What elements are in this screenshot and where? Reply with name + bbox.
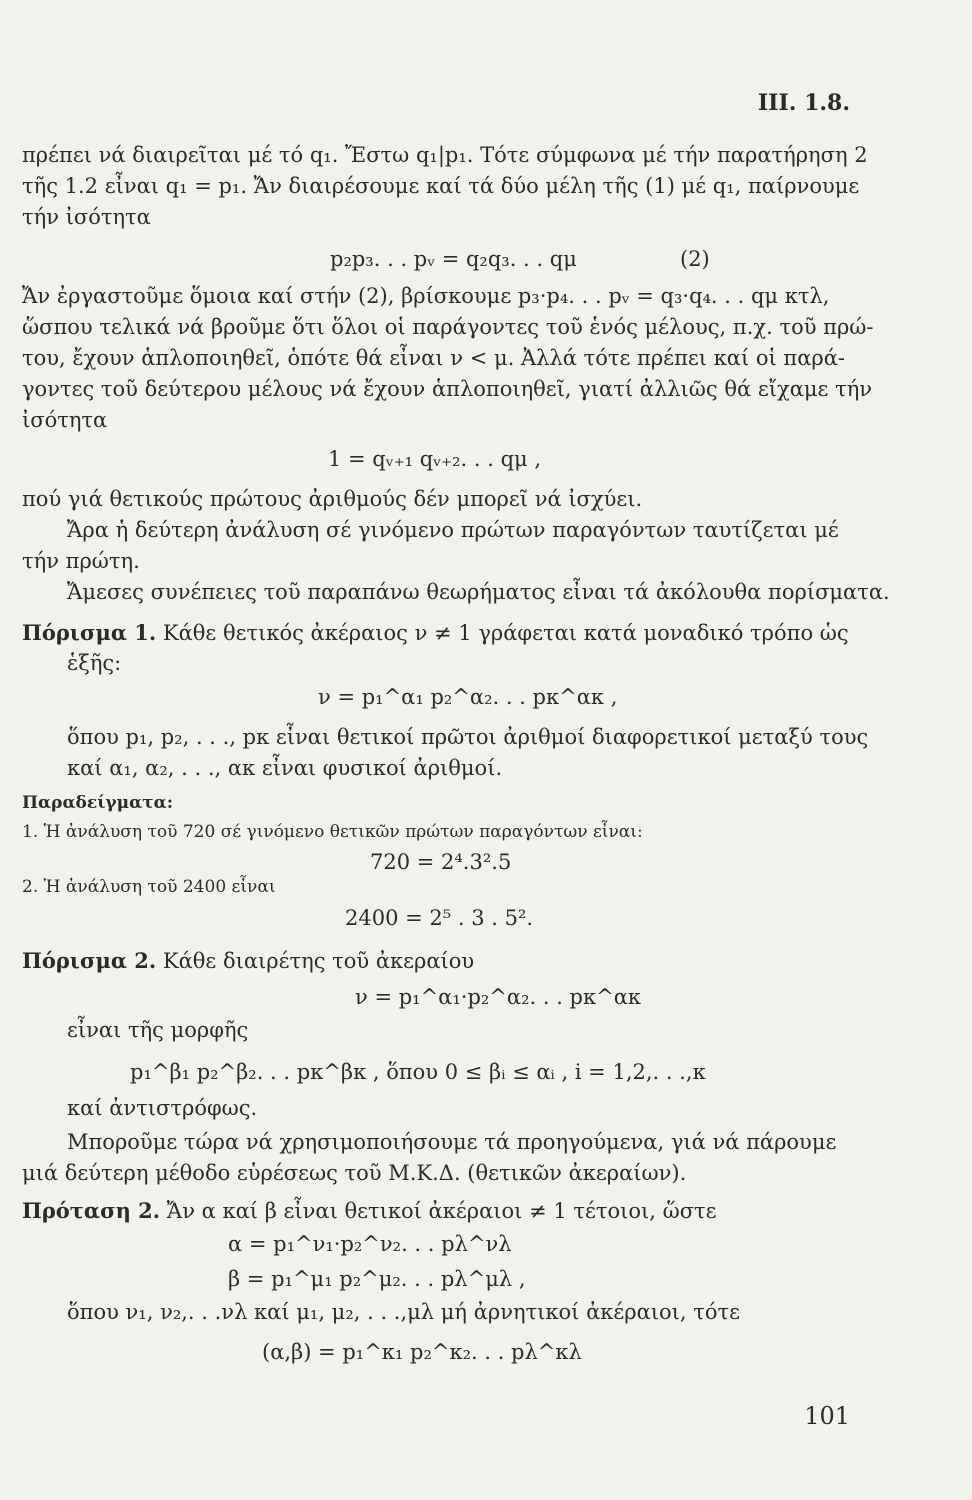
equation-alpha: α = p₁^ν₁·p₂^ν₂. . . pλ^νλ <box>228 1232 512 1256</box>
example-1: 1. Ἡ ἀνάλυση τοῦ 720 σέ γινόμενο θετικῶν πρώτων παραγόντων εἶναι: <box>22 822 643 842</box>
text-line: Ἄρα ἡ δεύτερη ἀνάλυση σέ γινόμενο πρώτων παραγόντων ταυτίζεται μέ <box>67 518 839 542</box>
page-number: 101 <box>804 1402 850 1430</box>
corollary-1-title: Πόρισμα 1. <box>22 620 157 645</box>
text-line: καί ἀντιστρόφως. <box>67 1096 258 1120</box>
text-line: μιά δεύτερη μέθοδο εὑρέσεως τοῦ Μ.Κ.Δ. (θετικῶν ἀκεραίων). <box>22 1161 687 1185</box>
equation-nu: ν = p₁^α₁ p₂^α₂. . . pκ^ακ , <box>318 685 618 709</box>
corollary-2 <box>22 948 474 974</box>
text-line: ὅπου p₁, p₂, . . ., pκ εἶναι θετικοί πρῶτοι ἀριθμοί διαφορετικοί μεταξύ τους <box>67 725 869 749</box>
text-line: καί α₁, α₂, . . ., ακ εἶναι φυσικοί ἀριθμοί. <box>67 756 503 780</box>
proposition-2-title: Πρόταση 2. <box>22 1198 161 1223</box>
text-line: τήν πρώτη. <box>22 549 140 573</box>
text-line: Ἄν ἐργαστοῦμε ὅμοια καί στήν (2), βρίσκουμε p₃·p₄. . . pᵥ = q₃·q₄. . . qμ κτλ, <box>22 284 830 308</box>
corollary-2-text: Κάθε διαιρέτης τοῦ ἀκεραίου <box>162 949 475 973</box>
example-2-equation: 2400 = 2⁵ . 3 . 5². <box>345 906 534 930</box>
proposition-2-text: Ἄν α καί β εἶναι θετικοί ἀκέραιοι ≠ 1 τέτοιοι, ὥστε <box>166 1199 717 1223</box>
example-2: 2. Ἡ ἀνάλυση τοῦ 2400 εἶναι <box>22 877 276 897</box>
text-line: ὥσπου τελικά νά βροῦμε ὅτι ὅλοι οἱ παράγοντες τοῦ ἑνός μέλους, π.χ. τοῦ πρώ- <box>22 315 874 339</box>
example-1-equation: 720 = 2⁴.3².5 <box>370 850 512 874</box>
text-line: τήν ἰσότητα <box>22 205 151 229</box>
text-line: ἑξῆς: <box>67 651 122 675</box>
text-line: τῆς 1.2 εἶναι q₁ = p₁. Ἄν διαιρέσουμε καί τά δύο μέλη τῆς (1) μέ q₁, παίρνουμε <box>22 174 860 198</box>
examples-title: Παραδείγματα: <box>22 793 173 813</box>
proposition-2 <box>22 1198 717 1224</box>
equation-beta: p₁^β₁ p₂^β₂. . . pκ^βκ , ὅπου 0 ≤ βᵢ ≤ αᵢ , i = 1,2,. . .,κ <box>130 1060 706 1084</box>
text-line: πρέπει νά διαιρεῖται μέ τό q₁. Ἔστω q₁|p₁. Τότε σύμφωνα μέ τήν παρατήρηση 2 <box>22 143 868 167</box>
text-line: γοντες τοῦ δεύτερου μέλους νά ἔχουν ἁπλοποιηθεῖ, γιατί ἀλλιῶς θά εἴχαμε τήν <box>22 377 873 401</box>
text-line: του, ἔχουν ἁπλοποιηθεῖ, ὁπότε θά εἶναι ν < μ. Ἀλλά τότε πρέπει καί οἱ παρά- <box>22 346 846 370</box>
equation-one: 1 = qᵥ₊₁ qᵥ₊₂. . . qμ , <box>328 447 542 471</box>
corollary-1 <box>22 620 849 646</box>
text-line: Μποροῦμε τώρα νά χρησιμοποιήσουμε τά προηγούμενα, γιά νά πάρουμε <box>67 1130 837 1154</box>
equation-gcd: (α,β) = p₁^κ₁ p₂^κ₂. . . pλ^κλ <box>262 1340 582 1364</box>
equation-beta-2: β = p₁^μ₁ p₂^μ₂. . . pλ^μλ , <box>228 1267 526 1291</box>
equation-label: (2) <box>680 247 710 271</box>
text-line: πού γιά θετικούς πρώτους ἀριθμούς δέν μπορεῖ νά ἰσχύει. <box>22 487 643 511</box>
equation-nu-2: ν = p₁^α₁·p₂^α₂. . . pκ^ακ <box>355 985 642 1009</box>
text-line: Ἄμεσες συνέπειες τοῦ παραπάνω θεωρήματος εἶναι τά ἀκόλουθα πορίσματα. <box>67 580 890 604</box>
text-line: ἰσότητα <box>22 408 108 432</box>
section-header: III. 1.8. <box>757 90 850 116</box>
equation-2: p₂p₃. . . pᵥ = q₂q₃. . . qμ <box>330 247 577 271</box>
corollary-2-title: Πόρισμα 2. <box>22 948 157 973</box>
text-line: ὅπου ν₁, ν₂,. . .νλ καί μ₁, μ₂, . . .,μλ μή ἀρνητικοί ἀκέραιοι, τότε <box>67 1300 741 1324</box>
text-line: εἶναι τῆς μορφῆς <box>67 1018 249 1042</box>
corollary-1-text: Κάθε θετικός ἀκέραιος ν ≠ 1 γράφεται κατά μοναδικό τρόπο ὡς <box>162 621 849 645</box>
